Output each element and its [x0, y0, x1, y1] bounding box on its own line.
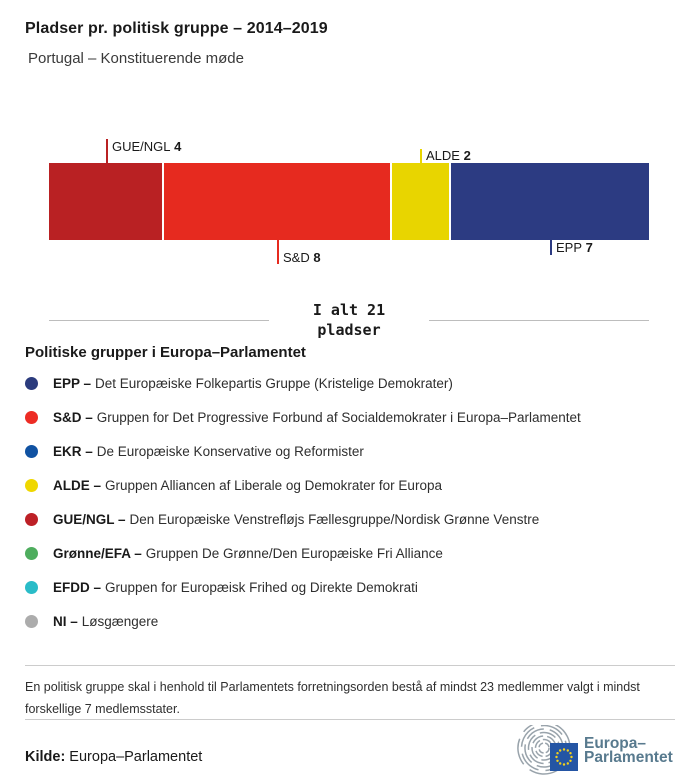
callout-seat-count: 4: [174, 139, 182, 154]
callout-group-label: GUE/NGL: [112, 139, 171, 154]
legend-item-text: [53, 444, 364, 459]
page-title: Pladser pr. politisk gruppe – 2014–2019: [25, 20, 328, 37]
callout-seat-count: 2: [463, 148, 471, 163]
source-label: Kilde:: [25, 749, 66, 765]
legend-dot-icon: [25, 615, 38, 628]
legend-row: [25, 400, 675, 434]
callout-group-label: EPP: [556, 240, 583, 255]
eu-flag-icon: [550, 743, 578, 771]
legend-item-abbr: EKR –: [53, 443, 93, 459]
legend-item-abbr: ALDE –: [53, 477, 102, 493]
callout-seat-count: 8: [313, 250, 321, 265]
legend-item-text: [53, 512, 539, 527]
legend-item-name: Gruppen for Det Progressive Forbund af Socialdemokrater i Europa–Parlamentet: [96, 409, 581, 425]
callout-label: [426, 148, 471, 163]
callout-tick: [420, 149, 422, 163]
legend-item-text: [53, 478, 442, 493]
legend-list: [25, 366, 675, 638]
logo-text-line1: Europa–: [584, 735, 647, 752]
total-seats-line2: pladser: [317, 321, 381, 339]
legend-item-name: Den Europæiske Venstrefløjs Fællesgruppe/Nordisk Grønne Venstre: [129, 511, 540, 527]
legend-item-text: [53, 376, 453, 391]
legend-item-abbr: EFDD –: [53, 579, 102, 595]
divider-line-right: [429, 320, 649, 321]
total-seats-label: [313, 300, 385, 340]
legend-row: [25, 366, 675, 400]
callout-seat-count: 7: [585, 240, 593, 255]
legend-dot-icon: [25, 479, 38, 492]
legend-dot-icon: [25, 445, 38, 458]
legend-item-text: [53, 546, 443, 561]
callout-group-label: S&D: [283, 250, 310, 265]
legend-item-name: Løsgængere: [81, 613, 159, 629]
legend-item-name: De Europæiske Konservative og Reformister: [96, 443, 364, 459]
legend-row: [25, 604, 675, 638]
bar-segment-alde: [390, 163, 449, 240]
callout-group-label: ALDE: [426, 148, 460, 163]
legend-dot-icon: [25, 513, 38, 526]
logo-text-line2: Parlamentet: [584, 749, 673, 766]
callout-label: [112, 139, 181, 154]
legend-row: [25, 502, 675, 536]
bar-segment-s-d: [162, 163, 390, 240]
legend-item-abbr: GUE/NGL –: [53, 511, 126, 527]
legend-dot-icon: [25, 547, 38, 560]
source-line: [25, 749, 202, 765]
legend-item-name: Det Europæiske Folkepartis Gruppe (Kristelige Demokrater): [95, 375, 453, 391]
legend-item-abbr: Grønne/EFA –: [53, 545, 142, 561]
footnote-line1: En politisk gruppe skal i henhold til Parlamentets forretningsorden bestå af mindst 23 medlemmer valgt i mindst: [25, 680, 640, 694]
bar-segment-gue-ngl: [49, 163, 162, 240]
legend-row: [25, 434, 675, 468]
legend-item-name: Gruppen for Europæisk Frihed og Direkte Demokrati: [105, 579, 418, 595]
legend-dot-icon: [25, 581, 38, 594]
legend-heading: Politiske grupper i Europa–Parlamentet: [25, 344, 306, 361]
callout-tick: [277, 240, 279, 264]
bar-segment-epp: [449, 163, 649, 240]
page-subtitle: Portugal – Konstituerende møde: [28, 50, 244, 67]
legend-item-text: [53, 410, 581, 425]
legend-dot-icon: [25, 411, 38, 424]
source-value: Europa–Parlamentet: [65, 749, 203, 765]
seat-bar: [49, 163, 649, 240]
legend-item-text: [53, 614, 158, 629]
legend-item-abbr: NI –: [53, 613, 78, 629]
legend-row: [25, 536, 675, 570]
legend-row: [25, 468, 675, 502]
europa-parlamentet-logo: [513, 725, 681, 781]
divider-rule-bottom: [25, 719, 675, 720]
legend-item-abbr: S&D –: [53, 409, 93, 425]
callout-tick: [550, 240, 552, 255]
callout-label: [283, 250, 321, 265]
total-seats-line1: I alt 21: [312, 301, 386, 319]
total-seats: [49, 300, 649, 340]
legend-item-text: [53, 580, 418, 595]
divider-rule-top: [25, 665, 675, 666]
legend-item-name: Gruppen Alliancen af Liberale og Demokrater for Europa: [105, 477, 442, 493]
logo-wordmark: [584, 735, 673, 766]
divider-line-left: [49, 320, 269, 321]
callout-label: [556, 240, 593, 255]
legend-row: [25, 570, 675, 604]
footnote: [25, 676, 665, 720]
legend-item-name: Gruppen De Grønne/Den Europæiske Fri Alliance: [145, 545, 443, 561]
footnote-line2: forskellige 7 medlemsstater.: [25, 702, 180, 716]
callout-tick: [106, 139, 108, 163]
legend-dot-icon: [25, 377, 38, 390]
legend-item-abbr: EPP –: [53, 375, 92, 391]
